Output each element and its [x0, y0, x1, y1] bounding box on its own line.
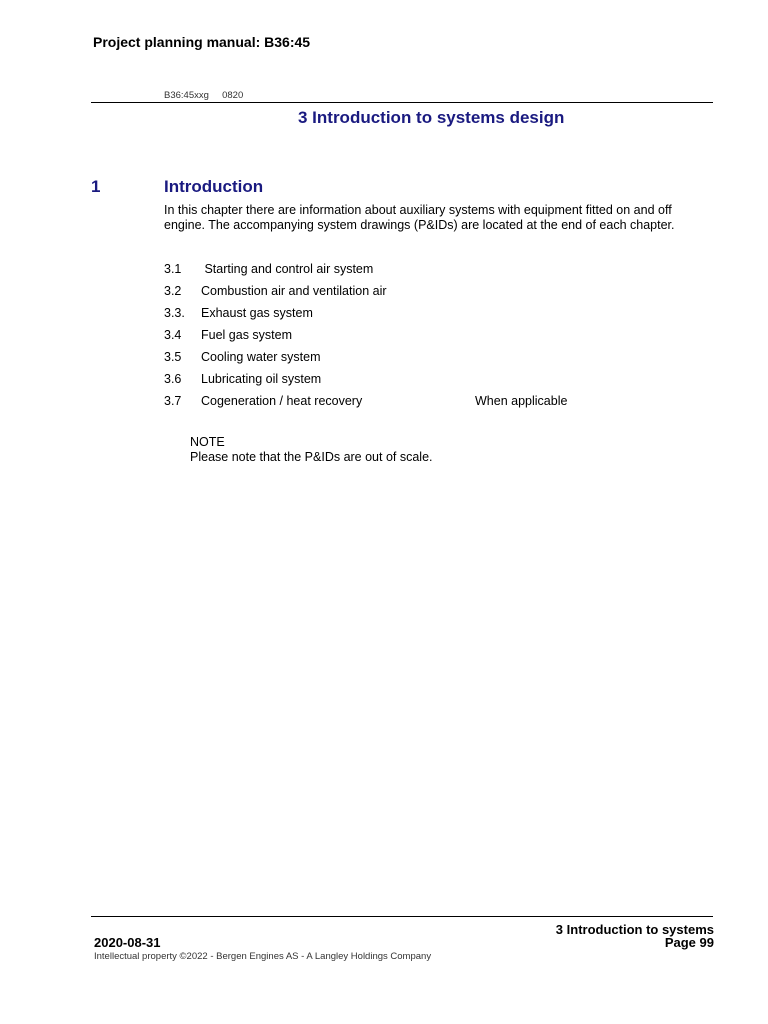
list-item-label: Cooling water system [201, 350, 321, 364]
header-divider [91, 102, 713, 103]
list-item-number: 3.4 [164, 328, 182, 342]
footer-chapter-title: 3 Introduction to systems [555, 922, 714, 937]
footer-divider [91, 916, 713, 917]
list-item-number: 3.3. [164, 306, 185, 320]
page-number: Page 99 [664, 935, 714, 950]
list-item-label: Exhaust gas system [201, 306, 313, 320]
list-item-label: Cogeneration / heat recovery [201, 394, 363, 408]
list-item [164, 327, 664, 349]
list-item-label: Starting and control air system [201, 262, 374, 276]
footer-date: 2020-08-31 [94, 935, 161, 950]
section-heading: Introduction [164, 177, 264, 196]
note-text: Please note that the P&IDs are out of scale. [190, 450, 433, 464]
list-item-number: 3.6 [164, 372, 182, 386]
list-item-number: 3.1 [164, 262, 182, 276]
copyright-notice: Intellectual property ©2022 - Bergen Engines AS - A Langley Holdings Company [94, 951, 432, 962]
list-item-label: Fuel gas system [201, 328, 293, 342]
note-block [190, 435, 433, 465]
list-item-number: 3.2 [164, 284, 182, 298]
note-label: NOTE [190, 435, 225, 449]
list-item-note: When applicable [475, 394, 568, 408]
chapter-title: 3 Introduction to systems design [298, 108, 565, 127]
list-item [164, 283, 664, 305]
section-number: 1 [91, 177, 101, 196]
subsection-list [164, 261, 664, 415]
list-item-label: Lubricating oil system [201, 372, 322, 386]
list-item [164, 305, 664, 327]
intro-paragraph: In this chapter there are information about auxiliary systems with equipment fitted on and off engine. The accompanying system drawings (P&IDs) are located at the end of each chapter. [164, 203, 675, 232]
list-item [164, 261, 664, 283]
document-code: B36:45xxg 0820 [164, 90, 244, 101]
list-item-number: 3.5 [164, 350, 182, 364]
list-item [164, 349, 664, 371]
list-item [164, 371, 664, 393]
list-item-label: Combustion air and ventilation air [201, 284, 387, 298]
document-title: Project planning manual: B36:45 [93, 34, 311, 50]
list-item [164, 393, 664, 415]
list-item-number: 3.7 [164, 394, 182, 408]
